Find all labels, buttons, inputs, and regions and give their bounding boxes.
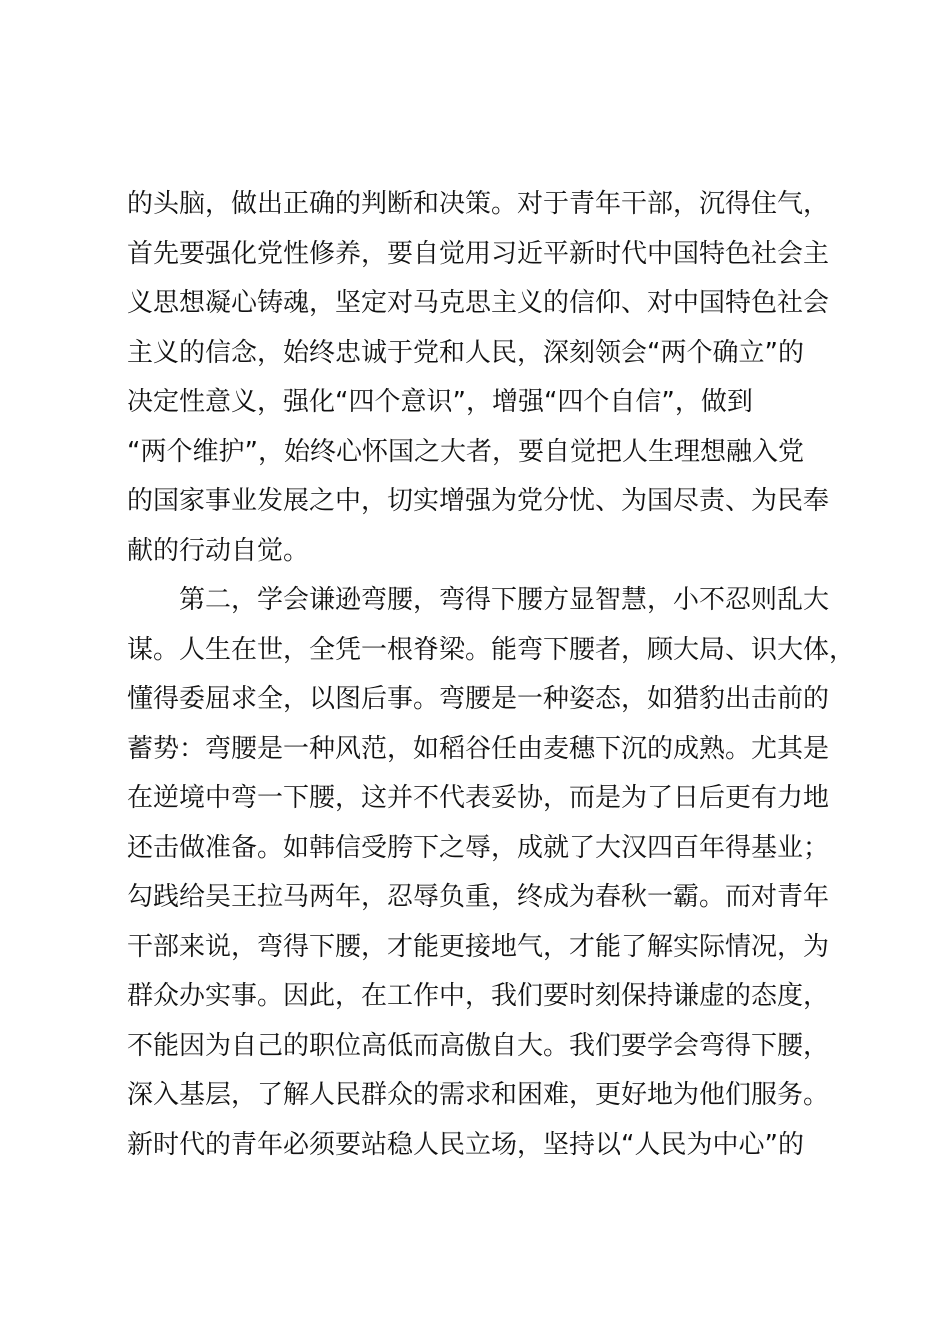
text-line: 懂得委屈求全，以图后事。弯腰是一种姿态，如猎豹出击前的	[127, 684, 830, 714]
text-line: 义思想凝心铸魂，坚定对马克思主义的信仰、对中国特色社会	[127, 288, 830, 318]
text-line: 群众办实事。因此，在工作中，我们要时刻保持谦虚的态度，	[127, 981, 830, 1011]
text-line: 蓄势：弯腰是一种风范，如稻谷任由麦穗下沉的成熟。尤其是	[127, 733, 830, 764]
text-line: 谋。人生在世，全凭一根脊梁。能弯下腰者，顾大局、识大体，	[127, 634, 856, 665]
text-line: 的头脑，做出正确的判断和决策。对于青年干部，沉得住气，	[127, 189, 830, 219]
paragraph-start-line: 第二，学会谦逊弯腰，弯得下腰方显智慧，小不忍则乱大	[179, 585, 830, 615]
text-line: 勾践给吴王拉马两年，忍辱负重，终成为春秋一霸。而对青年	[127, 882, 830, 912]
text-line: 新时代的青年必须要站稳人民立场，坚持以“人民为中心”的	[127, 1129, 804, 1160]
text-line: 献的行动自觉。	[127, 535, 310, 566]
text-line: 干部来说，弯得下腰，才能更接地气，才能了解实际情况，为	[127, 931, 830, 962]
text-line: 主义的信念，始终忠诚于党和人民，深刻领会“两个确立”的	[127, 337, 804, 368]
body-text	[127, 180, 856, 1170]
text-line: 不能因为自己的职位高低而高傲自大。我们要学会弯得下腰，	[127, 1030, 830, 1061]
text-line: 首先要强化党性修养，要自觉用习近平新时代中国特色社会主	[127, 238, 830, 269]
text-line: “两个维护”，始终心怀国之大者，要自觉把人生理想融入党	[127, 436, 804, 467]
text-line: 深入基层，了解人民群众的需求和困难，更好地为他们服务。	[127, 1080, 830, 1110]
text-line: 决定性意义，强化“四个意识”，增强“四个自信”，做到	[127, 387, 753, 417]
text-line: 的国家事业发展之中，切实增强为党分忧、为国尽责、为民奉	[127, 486, 830, 516]
text-line: 在逆境中弯一下腰，这并不代表妥协，而是为了日后更有力地	[127, 783, 830, 813]
text-line: 还击做准备。如韩信受胯下之辱，成就了大汉四百年得基业；	[127, 832, 830, 863]
